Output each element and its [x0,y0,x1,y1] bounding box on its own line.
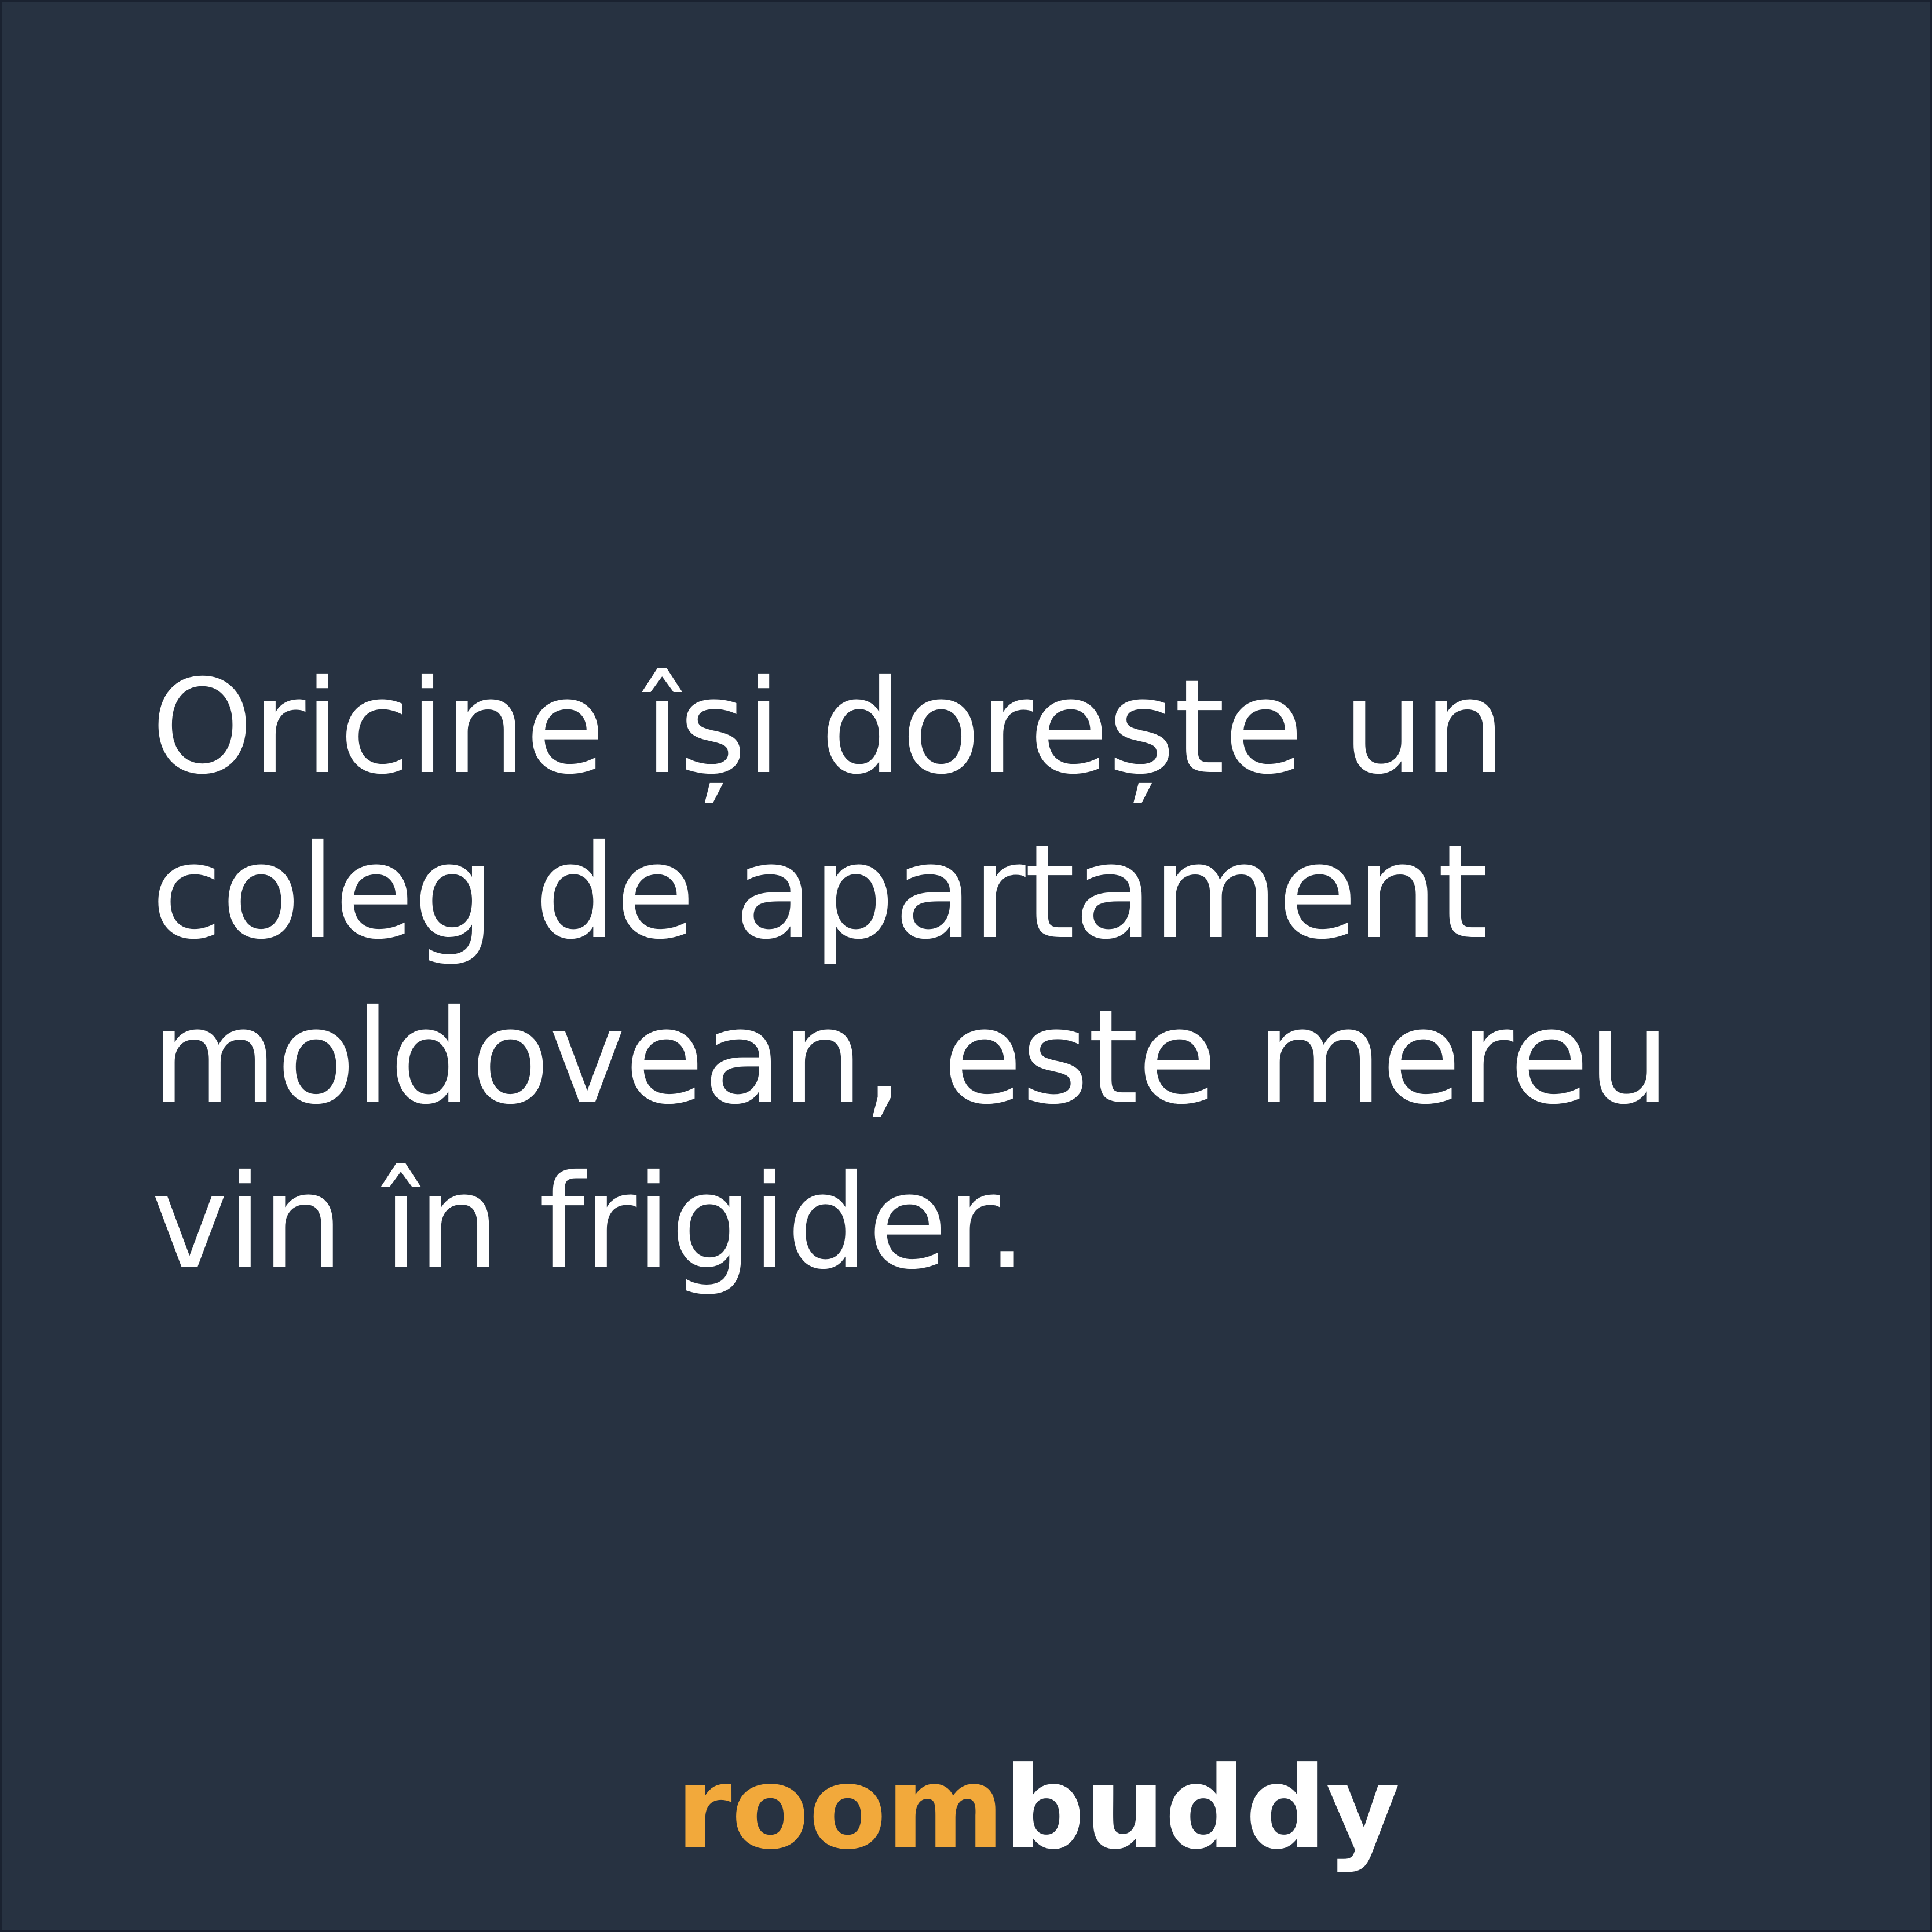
logo-word-buddy: buddy [1004,1743,1400,1875]
roombuddy-logo [676,1743,1400,1875]
logo-word-room: room [676,1743,1004,1875]
quote-line-2: coleg de apartament [151,817,1487,968]
quote-line-3: moldovean, este mereu [151,982,1670,1133]
quote-text [151,645,1831,1305]
quote-line-1: Oricine își dorește un [151,652,1505,803]
quote-line-4: vin în frigider. [151,1147,1027,1298]
